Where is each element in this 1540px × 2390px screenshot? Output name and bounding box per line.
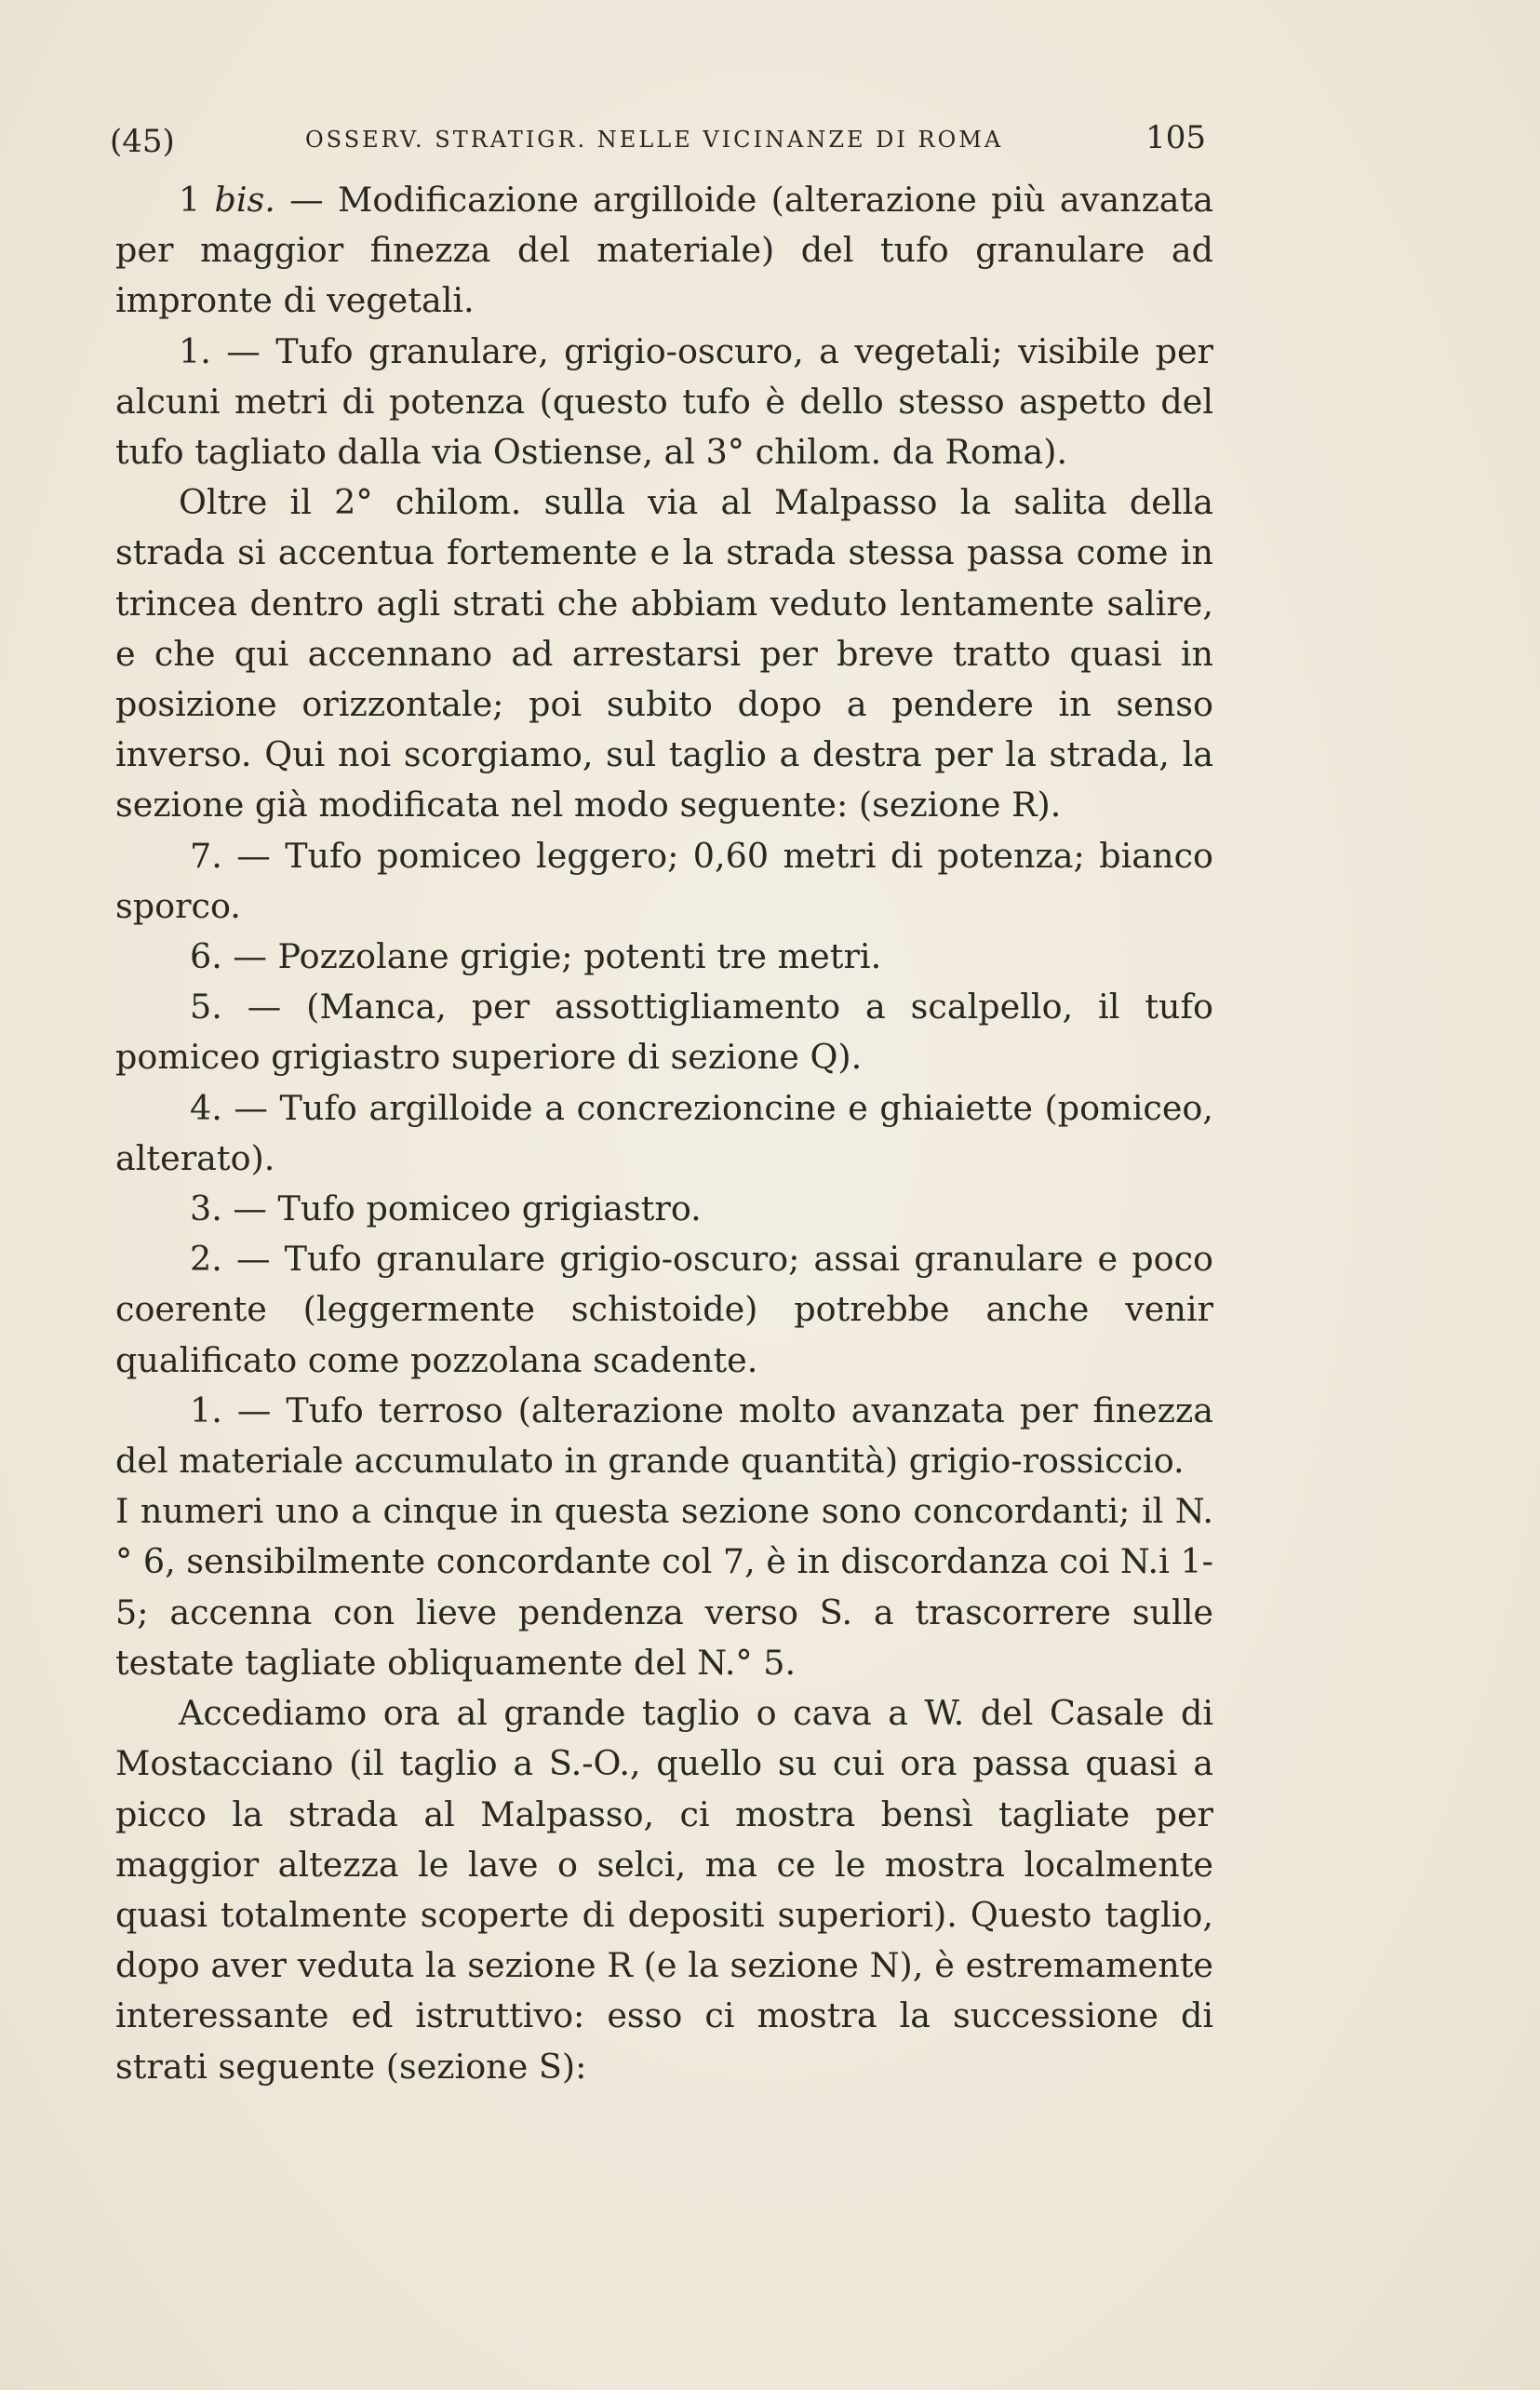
body-text xyxy=(115,175,1213,2092)
page-header xyxy=(110,119,1206,166)
paragraph: I numeri uno a cinque in questa sezione sono concordanti; il N.° 6, sensibilmente concordante col 7, è in discordanza coi N.i 1-5; accenna con lieve pendenza verso S. a trascorrere sulle testate tagliate obliquamente del N.° 5. xyxy=(115,1491,1213,1683)
paragraph: 2. — Tufo granulare grigio-oscuro; assai granulare e poco coerente (leggermente schistoide) potrebbe anche venir qualificato come pozzolana scadente. xyxy=(115,1239,1213,1380)
paragraph-1bis xyxy=(115,175,1213,327)
paragraph: Accediamo ora al grande taglio o cava a W. del Casale di Mostacciano (il taglio a S.-O., quello su cui ora passa quasi a picco la strada al Malpasso, ci mostra bensì tagliate per maggior altezza le lave o selci, ma ce le mostra localmente quasi totalmente scoperte di depositi superiori). Questo taglio, dopo aver veduta la sezione R (e la sezione N), è estremamente interessante ed istruttivo: esso ci mostra la successione di strati seguente (sezione S): xyxy=(115,1693,1213,2087)
paragraph-text: — Modificazione argilloide (alterazione più avanzata per maggior finezza del materiale) del tufo granulare ad impronte di vegetali. xyxy=(115,180,1214,321)
paragraph: 6. — Pozzolane grigie; potenti tre metri. xyxy=(190,936,882,977)
paragraph: 1. — Tufo granulare, grigio-oscuro, a vegetali; visibile per alcuni metri di potenza (questo tufo è dello stesso aspetto del tufo tagliato dalla via Ostiense, al 3° chilom. da Roma). xyxy=(115,330,1213,473)
paragraph: 1. — Tufo terroso (alterazione molto avanzata per finezza del materiale accumulato in grande quantità) grigio-rossiccio. xyxy=(115,1390,1213,1482)
page-reference: (45) xyxy=(110,123,175,160)
paragraph-lead: 1 xyxy=(179,180,215,220)
paragraph: 5. — (Manca, per assottigliamento a scalpello, il tufo pomiceo grigiastro superiore di sezione Q). xyxy=(115,987,1213,1078)
page-number: 105 xyxy=(1145,119,1206,156)
paragraph: 3. — Tufo pomiceo grigiastro. xyxy=(190,1188,702,1229)
paragraph: 4. — Tufo argilloide a concrezioncine e ghiaiette (pomiceo, alterato). xyxy=(115,1087,1213,1178)
paragraph: 7. — Tufo pomiceo leggero; 0,60 metri di potenza; bianco sporco. xyxy=(115,835,1213,926)
paragraph: Oltre il 2° chilom. sulla via al Malpasso la salita della strada si accentua fortemente e la strada stessa passa come in trincea dentro agli strati che abbiam veduto lentamente salire, e che qui accennano ad arrestarsi per breve tratto quasi in posizione orizzontale; poi subito dopo a pendere in senso inverso. Qui noi scorgiamo, sul taglio a destra per la strada, la sezione già modificata nel modo seguente: (sezione R). xyxy=(115,482,1213,826)
running-title: OSSERV. STRATIGR. NELLE VICINANZE DI ROMA xyxy=(305,127,1004,153)
paragraph-lead-italic: bis. xyxy=(214,180,275,220)
